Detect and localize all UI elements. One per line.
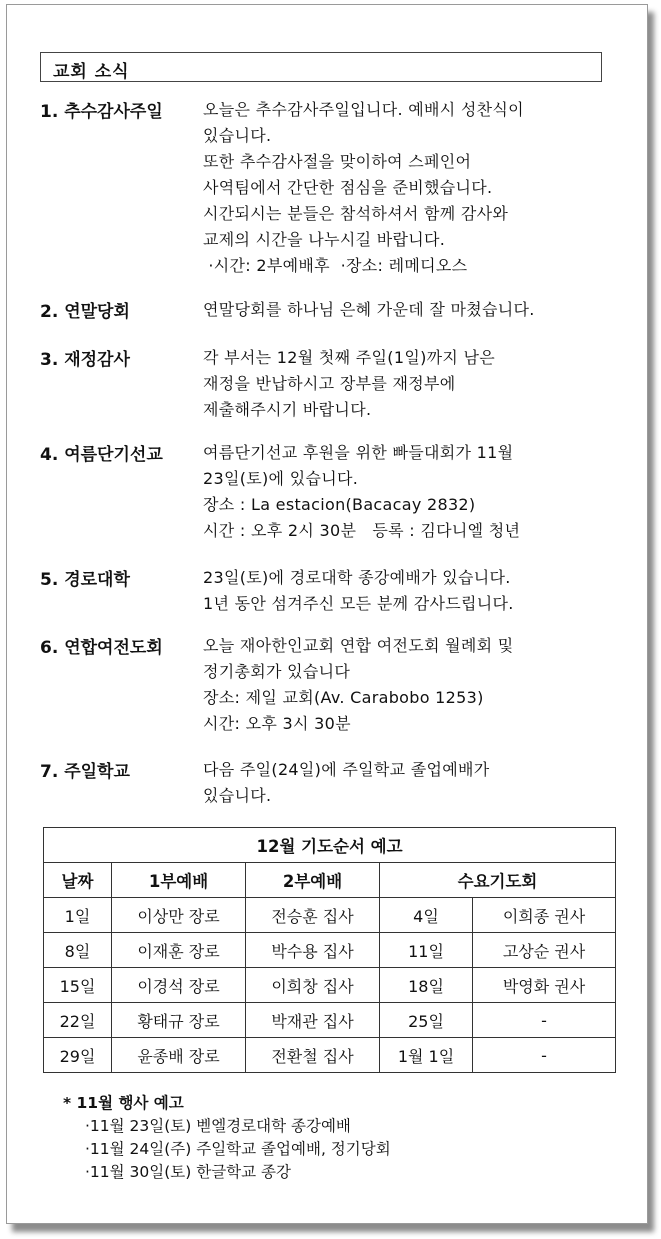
- news-line: 23일(토)에 경로대학 종강예배가 있습니다.: [203, 568, 511, 587]
- cell-wednesday-leader: -: [473, 1003, 616, 1038]
- news-line: 제출해주시기 바랍니다.: [203, 400, 372, 419]
- cell-wednesday-leader: -: [473, 1038, 616, 1073]
- table-row: [44, 898, 616, 933]
- section-title: 교회 소식: [53, 62, 130, 82]
- news-line: 있습니다.: [203, 126, 272, 145]
- news-line: 있습니다.: [203, 786, 272, 805]
- news-line: 오늘 재아한인교회 연합 여전도회 월례회 및: [203, 636, 514, 655]
- news-item-body: [203, 297, 618, 323]
- table-row: [44, 1003, 616, 1038]
- cell-date: 22일: [44, 1003, 112, 1038]
- news-item-title: 5. 경로대학: [40, 570, 130, 590]
- cell-second-service: 박재관 집사: [246, 1003, 380, 1038]
- cell-wednesday-date: 1월 1일: [380, 1038, 473, 1073]
- cell-first-service: 이상만 장로: [112, 898, 246, 933]
- event-item: ·11월 24일(주) 주일학교 졸업예배, 정기당회: [85, 1140, 391, 1158]
- news-line: 여름단기선교 후원을 위한 빠들대회가 11월: [203, 443, 514, 462]
- news-line: 장소: 제일 교회(Av. Carabobo 1253): [203, 688, 484, 707]
- news-line: 각 부서는 12월 첫째 주일(1일)까지 남은: [203, 348, 496, 367]
- news-item-title: 4. 여름단기선교: [40, 445, 163, 465]
- cell-first-service: 황태규 장로: [112, 1003, 246, 1038]
- column-header-wednesday-prayer: 수요기도회: [380, 863, 616, 898]
- cell-second-service: 전승훈 집사: [246, 898, 380, 933]
- cell-first-service: 이경석 장로: [112, 968, 246, 1003]
- cell-first-service: 이재훈 장로: [112, 933, 246, 968]
- cell-date: 15일: [44, 968, 112, 1003]
- cell-second-service: 박수용 집사: [246, 933, 380, 968]
- news-item-body: [203, 440, 618, 544]
- cell-second-service: 이희창 집사: [246, 968, 380, 1003]
- news-line: 연말당회를 하나님 은혜 가운데 잘 마쳤습니다.: [203, 300, 535, 319]
- cell-second-service: 전환철 집사: [246, 1038, 380, 1073]
- news-line: 오늘은 추수감사주일입니다. 예배시 성찬식이: [203, 100, 524, 119]
- section-header: [40, 52, 602, 82]
- column-header-first-service: 1부예배: [112, 863, 246, 898]
- news-item-title: 2. 연말당회: [40, 302, 130, 322]
- cell-date: 8일: [44, 933, 112, 968]
- november-events: [63, 1091, 623, 1184]
- news-line: 1년 동안 섬겨주신 모든 분께 감사드립니다.: [203, 594, 514, 613]
- table-row: [44, 933, 616, 968]
- cell-wednesday-date: 4일: [380, 898, 473, 933]
- event-item: ·11월 30일(토) 한글학교 종강: [85, 1163, 292, 1181]
- news-item-title: 1. 추수감사주일: [40, 102, 163, 122]
- news-line: 23일(토)에 있습니다.: [203, 469, 359, 488]
- news-line: 다음 주일(24일)에 주일학교 졸업예배가: [203, 760, 490, 779]
- news-item-title: 7. 주일학교: [40, 762, 130, 782]
- column-header-date: 날짜: [44, 863, 112, 898]
- news-item-title: 6. 연합여전도회: [40, 638, 163, 658]
- event-item: ·11월 23일(토) 벧엘경로대학 종강예배: [85, 1117, 351, 1135]
- table-row: [44, 968, 616, 1003]
- news-line: 장소 : La estacion(Bacacay 2832): [203, 495, 476, 514]
- news-item-body: [203, 97, 618, 279]
- cell-wednesday-leader: 고상순 권사: [473, 933, 616, 968]
- cell-wednesday-leader: 이희종 권사: [473, 898, 616, 933]
- news-item-title: 3. 재정감사: [40, 350, 130, 370]
- events-title: * 11월 행사 예고: [63, 1094, 184, 1112]
- column-header-second-service: 2부예배: [246, 863, 380, 898]
- cell-date: 1일: [44, 898, 112, 933]
- table-title: 12월 기도순서 예고: [44, 828, 616, 863]
- news-item-body: [203, 345, 618, 423]
- news-line: 교제의 시간을 나누시길 바랍니다.: [203, 230, 446, 249]
- table-row: [44, 1038, 616, 1073]
- bulletin-page: [6, 4, 648, 1224]
- prayer-schedule-table: [43, 827, 616, 1073]
- news-item-body: [203, 633, 618, 737]
- news-line: 시간되시는 분들은 참석하셔서 함께 감사와: [203, 204, 509, 223]
- cell-wednesday-date: 18일: [380, 968, 473, 1003]
- news-line: 또한 추수감사절을 맞이하여 스페인어: [203, 152, 472, 171]
- cell-first-service: 윤종배 장로: [112, 1038, 246, 1073]
- cell-wednesday-leader: 박영화 권사: [473, 968, 616, 1003]
- cell-date: 29일: [44, 1038, 112, 1073]
- cell-wednesday-date: 11일: [380, 933, 473, 968]
- news-line: 재정을 반납하시고 장부를 재정부에: [203, 374, 456, 393]
- news-item-body: [203, 565, 618, 617]
- news-line: 시간: 오후 3시 30분: [203, 714, 351, 733]
- news-line: 사역팀에서 간단한 점심을 준비했습니다.: [203, 178, 493, 197]
- cell-wednesday-date: 25일: [380, 1003, 473, 1038]
- news-item-body: [203, 757, 618, 809]
- news-line: 시간 : 오후 2시 30분 등록 : 김다니엘 청년: [203, 521, 521, 540]
- news-line: 정기총회가 있습니다: [203, 662, 351, 681]
- news-line: ·시간: 2부예배후 ·장소: 레메디오스: [203, 256, 468, 275]
